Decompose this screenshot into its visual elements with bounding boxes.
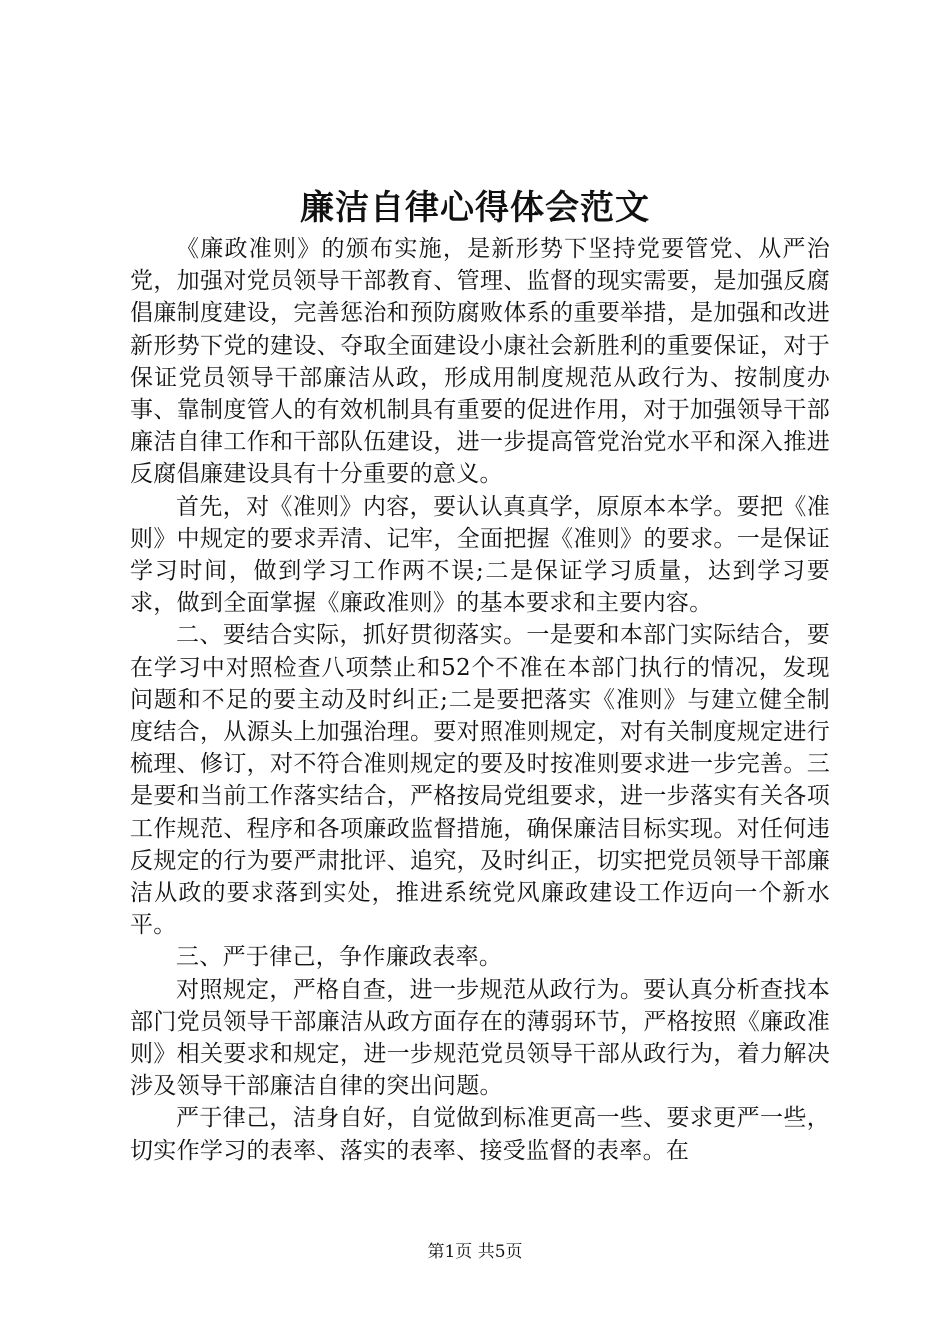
document-body bbox=[130, 233, 830, 1167]
paragraph-second-point: 二、要结合实际，抓好贯彻落实。一是要和本部门实际结合，要在学习中对照检查八项禁止和52个不准在本部门执行的情况，发现问题和不足的要主动及时纠正;二是要把落实《准则》与建立健全制度结合，从源头上加强治理。要对照准则规定，对有关制度规定进行梳理、修订，对不符合准则规定的要及时按准则要求进一步完善。三是要和当前工作落实结合，严格按局党组要求，进一步落实有关各项工作规范、程序和各项廉政监督措施，确保廉洁目标实现。对任何违反规定的行为要严肃批评、追究，及时纠正，切实把党员领导干部廉洁从政的要求落到实处，推进系统党风廉政建设工作迈向一个新水平。 bbox=[130, 622, 830, 939]
document-title: 廉洁自律心得体会范文 bbox=[300, 188, 650, 228]
paragraph-first-point: 首先，对《准则》内容，要认认真真学，原原本本学。要把《准则》中规定的要求弄清、记牢，全面把握《准则》的要求。一是保证学习时间，做到学习工作两不误;二是保证学习质量，达到学习要求，做到全面掌握《廉政准则》的基本要求和主要内容。 bbox=[130, 493, 830, 617]
paragraph-self-check: 对照规定，严格自查，进一步规范从政行为。要认真分析查找本部门党员领导干部廉洁从政方面存在的薄弱环节，严格按照《廉政准则》相关要求和规定，进一步规范党员领导干部从政行为，着力解决涉及领导干部廉洁自律的突出问题。 bbox=[130, 976, 830, 1100]
paragraph-intro: 《廉政准则》的颁布实施，是新形势下坚持党要管党、从严治党，加强对党员领导干部教育、管理、监督的现实需要，是加强反腐倡廉制度建设，完善惩治和预防腐败体系的重要举措，是加强和改进新形势下党的建设、夺取全面建设小康社会新胜利的重要保证，对于保证党员领导干部廉洁从政，形成用制度规范从政行为、按制度办事、靠制度管人的有效机制具有重要的促进作用，对于加强领导干部廉洁自律工作和干部队伍建设，进一步提高管党治党水平和深入推进反腐倡廉建设具有十分重要的意义。 bbox=[130, 236, 830, 488]
paragraph-third-heading: 三、严于律己，争作廉政表率。 bbox=[176, 944, 503, 971]
page-number-footer: 第1页 共5页 bbox=[427, 1242, 523, 1262]
paragraph-self-discipline: 严于律己，洁身自好，自觉做到标准更高一些、要求更严一些，切实作学习的表率、落实的表率、接受监督的表率。在 bbox=[130, 1105, 830, 1164]
